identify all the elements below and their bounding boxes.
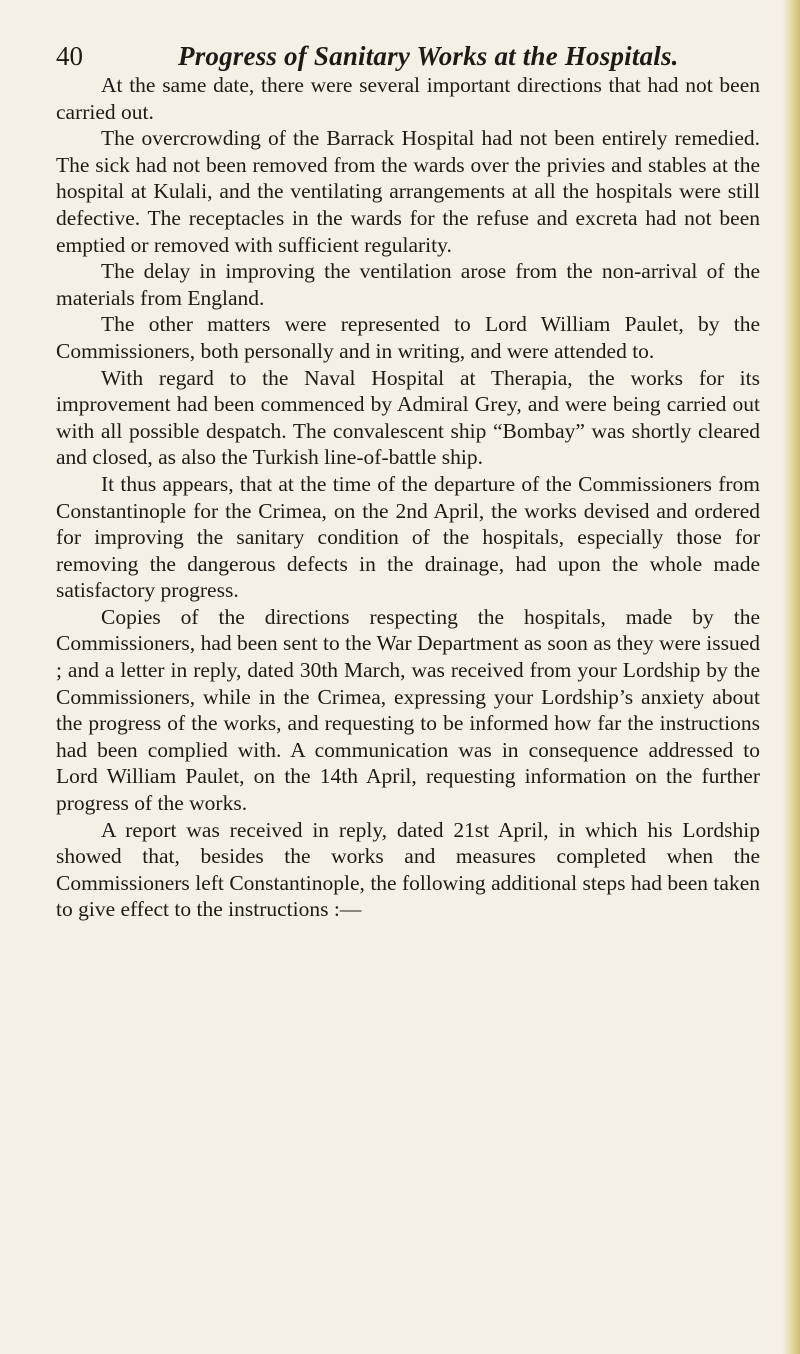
running-header [56,36,756,76]
paragraph-naval-hospital: With regard to the Naval Hospital at Therapia, the works for its improvement had been commenced by Admiral Grey, and were being carried out with all possible despatch. The convalescent ship “Bombay” was shortly cleared and closed, as also the Turkish line-of-battle ship. [56,365,760,470]
paragraph-directions-not-carried-out: At the same date, there were several important directions that had not been carried out. [56,73,760,124]
paragraph-copies-of-directions: Copies of the directions respecting the hospitals, made by the Commissioners, had been sent to the War Department as soon as they were issued ; and a letter in reply, dated 30th March, was received from your Lordship by the Commissioners, while in the Crimea, expressing your Lordship’s anxiety about the progress of the works, and requesting to be informed how far the instructions had been complied with. A communication was in consequence addressed to Lord William Paulet, on the 14th April, requesting information on the further progress of the works. [56,604,760,816]
paragraph-represented-to-lord-william: The other matters were represented to Lord William Paulet, by the Commissioners, both personally and in writing, and were attended to. [56,312,760,363]
paragraph-ventilation-delay: The delay in improving the ventilation arose from the non-arrival of the materials from England. [56,259,760,310]
paragraph-report-received: A report was received in reply, dated 21st April, in which his Lordship showed that, besides the works and measures completed when the Commissioners left Constantinople, the following additional steps had been taken to give effect to the instructions :— [56,817,760,922]
paragraph-satisfactory-progress: It thus appears, that at the time of the departure of the Commissioners from Constantinople for the Crimea, on the 2nd April, the works devised and ordered for improving the sanitary condition of the hospitals, especially those for removing the dangerous defects in the drainage, had upon the whole made satisfactory progress. [56,471,760,603]
page-number: 40 [56,41,83,71]
page-edge-shading [782,0,800,1354]
running-title: Progress of Sanitary Works at the Hospitals. [178,41,679,71]
paragraph-overcrowding: The overcrowding of the Barrack Hospital had not been entirely remedied. The sick had not been removed from the wards over the privies and stables at the hospital at Kulali, and the ventilating arrangements at all the hospitals were still defective. The receptacles in the wards for the refuse and excreta had not been emptied or removed with sufficient regularity. [56,126,760,257]
body-text [56,72,760,923]
